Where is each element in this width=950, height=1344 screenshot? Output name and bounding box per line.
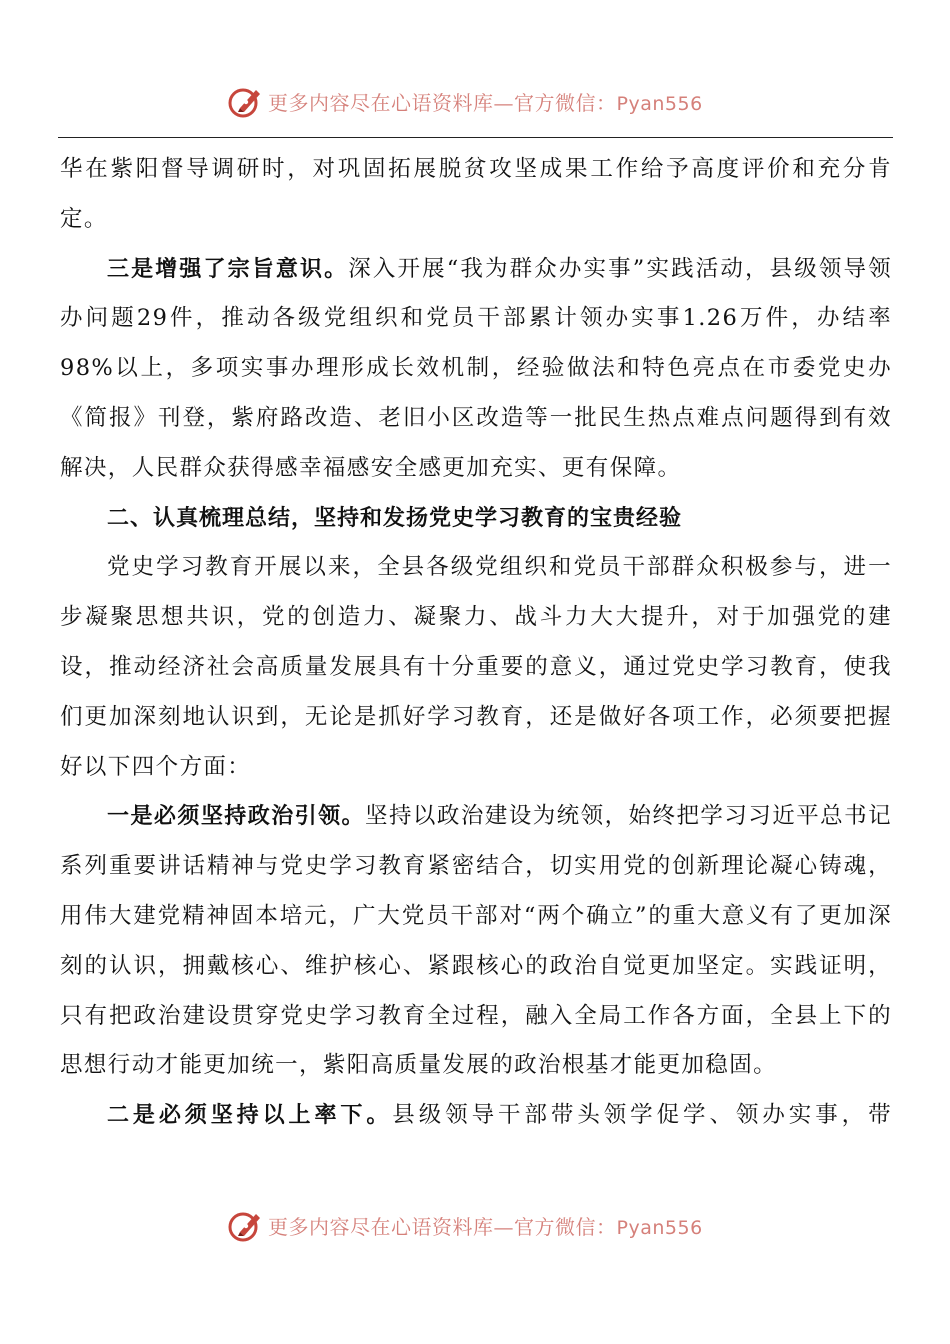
watermark-banner-top [0, 82, 950, 122]
watermark-label: 更多内容尽在心语资料库—官方微信： [268, 1215, 617, 1239]
document-body [60, 145, 892, 1141]
watermark-banner-bottom [0, 1206, 950, 1246]
paragraph-text: 县级领导干部带头领学促学、领办实事，带 [392, 1102, 892, 1129]
pen-nib-icon [226, 82, 266, 122]
watermark-wechat-id: Pyan556 [616, 93, 703, 115]
watermark-text [268, 1212, 703, 1242]
watermark-wechat-id: Pyan556 [616, 1217, 703, 1239]
pen-nib-icon [226, 1206, 266, 1246]
paragraph-lead: 二是必须坚持以上率下。 [107, 1103, 393, 1129]
paragraph-text: 坚持以政治建设为统领，始终把学习习近平总书记系列重要讲话精神与党史学习教育紧密结合，切实用党的创新理论凝心铸魂，用伟大建党精神固本培元，广大党员干部对“两个确立”的重大意义有了更加深刻的认识，拥戴核心、维护核心、紧跟核心的政治自觉更加坚定。实践证明，只有把政治建设贯穿党史学习教育全过程，融入全局工作各方面，全县上下的思想行动才能更加统一，紫阳高质量发展的政治根基才能更加稳固。 [60, 803, 892, 1079]
watermark-text [268, 88, 703, 118]
section-heading: 二、认真梳理总结，坚持和发扬党史学习教育的宝贵经验 [107, 505, 683, 531]
header-divider [58, 137, 893, 138]
paragraph-text: 深入开展“我为群众办实事”实践活动，县级领导领办问题29件，推动各级党组织和党员干部累计领办实事1.26万件，办结率98%以上，多项实事办理形成长效机制，经验做法和特色亮点在市委党史办《简报》刊登，紫府路改造、老旧小区改造等一批民生热点难点问题得到有效解决，人民群众获得感幸福感安全感更加充实、更有保障。 [60, 255, 892, 481]
paragraph [60, 1091, 892, 1141]
paragraph [60, 145, 892, 245]
paragraph [60, 543, 892, 792]
paragraph-lead: 三是增强了宗旨意识。 [107, 256, 349, 282]
paragraph-text: 党史学习教育开展以来，全县各级党组织和党员干部群众积极参与，进一步凝聚思想共识，党的创造力、凝聚力、战斗力大大提升，对于加强党的建设，推动经济社会高质量发展具有十分重要的意义，通过党史学习教育，使我们更加深刻地认识到，无论是抓好学习教育，还是做好各项工作，必须要把握好以下四个方面： [60, 554, 892, 780]
paragraph [60, 245, 892, 494]
paragraph-lead: 一是必须坚持政治引领。 [107, 804, 366, 830]
watermark-label: 更多内容尽在心语资料库—官方微信： [268, 91, 617, 115]
paragraph-text: 华在紫阳督导调研时，对巩固拓展脱贫攻坚成果工作给予高度评价和充分肯定。 [60, 156, 892, 232]
paragraph [60, 792, 892, 1091]
